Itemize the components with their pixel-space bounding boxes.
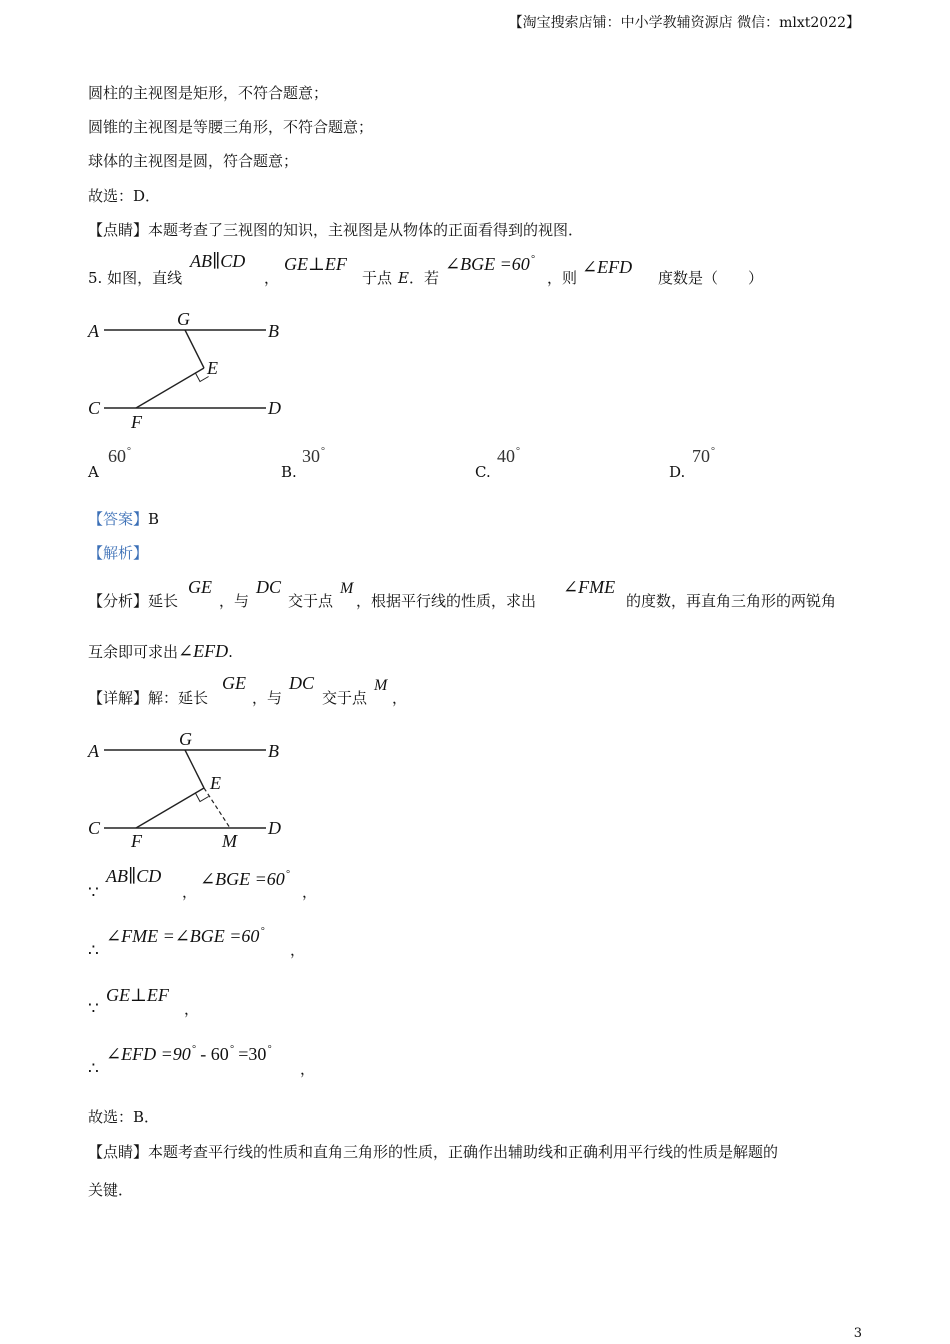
prev-choose: 故选：D． [88, 187, 161, 205]
detail-choose: 故选：B． [88, 1108, 160, 1126]
detail-math-m: M [374, 677, 388, 694]
q5-math-ab-parallel-cd: AB∥CD [190, 251, 246, 271]
step1-math-angle-bge: ∠BGE =60° [200, 869, 290, 889]
step1-comma: ， [182, 883, 198, 901]
label-c: C [88, 818, 101, 838]
segment-ge [185, 330, 204, 368]
segment-em-dashed [204, 788, 230, 828]
step2-comma: ， [290, 941, 306, 959]
option-a-value: 60° [108, 446, 131, 466]
fenxi-t2: ，与 [219, 592, 250, 610]
prev-line-cone: 圆锥的主视图是等腰三角形，不符合题意； [88, 118, 374, 136]
q5-mid2: ．若 [409, 269, 440, 287]
option-c-letter: C. [475, 463, 491, 481]
label-m: M [222, 831, 237, 851]
label-g: G [179, 729, 192, 749]
label-g: G [177, 309, 190, 329]
q5-math-angle-efd: ∠EFD [582, 257, 633, 277]
label-b: B [268, 741, 279, 761]
label-f: F [131, 831, 142, 851]
analysis-tag: 【解析】 [88, 544, 149, 562]
prev-line-sphere: 球体的主视图是圆，符合题意； [88, 152, 299, 170]
q5-mid1: 于点 [362, 269, 393, 287]
fenxi-t5: 的度数，再直角三角形的两锐角 [626, 592, 837, 610]
step1-math-ab-parallel-cd: AB∥CD [106, 866, 162, 886]
detail-comment-line1: 【点睛】本题考查平行线的性质和直角三角形的性质，正确作出辅助线和正确利用平行线的性质是解题的 [88, 1143, 779, 1161]
segment-ef [136, 368, 204, 408]
label-a: A [88, 321, 99, 341]
q5-mid3: ，则 [547, 269, 578, 287]
detail-figure [80, 724, 310, 854]
right-angle-mark [195, 793, 208, 802]
q5-suffix: 度数是（ ） [658, 269, 764, 287]
q5-point-e: E [398, 269, 409, 287]
label-d: D [268, 398, 281, 418]
prev-line-cylinder: 圆柱的主视图是矩形，不符合题意； [88, 84, 329, 102]
detail-math-ge: GE [222, 673, 246, 693]
answer-tag: 【答案】 [88, 510, 149, 528]
label-b: B [268, 321, 279, 341]
option-c-value: 40° [497, 446, 520, 466]
option-d-value: 70° [692, 446, 715, 466]
option-a-letter: A [88, 463, 99, 481]
fenxi-math-angle-fme: ∠FME [563, 577, 616, 597]
label-c: C [88, 398, 101, 418]
prev-comment: 【点睛】本题考查了三视图的知识，主视图是从物体的正面看得到的视图． [88, 221, 584, 239]
label-e: E [207, 358, 218, 378]
page-number: 3 [853, 1326, 862, 1341]
fenxi-line2: 互余即可求出∠EFD. [88, 641, 233, 661]
q5-math-angle-bge: ∠BGE =60° [445, 254, 535, 274]
fenxi-t4: ，根据平行线的性质，求出 [356, 592, 537, 610]
step3-math-ge-perp-ef: GE⊥EF [106, 985, 169, 1005]
label-a: A [88, 741, 99, 761]
step4-therefore: ∴ [88, 1059, 99, 1079]
step2-math: ∠FME =∠BGE =60° [106, 926, 265, 946]
detail-t4: ， [392, 689, 408, 707]
step2-therefore: ∴ [88, 941, 99, 961]
label-f: F [131, 412, 142, 432]
label-d: D [268, 818, 281, 838]
step3-comma: ， [184, 1000, 200, 1018]
fenxi-t3: 交于点 [288, 592, 334, 610]
segment-ef [136, 788, 204, 828]
step4-math: ∠EFD =90° - 60° =30° [106, 1044, 272, 1064]
answer-value: B [148, 510, 160, 528]
step4-comma: ， [300, 1060, 316, 1078]
q5-prefix: 5. 如图，直线 [88, 269, 183, 287]
step3-because: ∵ [88, 999, 99, 1019]
step1-because: ∵ [88, 883, 99, 903]
step1-comma2: ， [302, 883, 318, 901]
detail-tag: 【详解】解：延长 [88, 689, 209, 707]
option-b-letter: B. [281, 463, 297, 481]
fenxi-math-ge: GE [188, 577, 212, 597]
fenxi-math-angle-efd: ∠EFD [178, 641, 229, 661]
detail-comment-line2: 关键． [88, 1181, 134, 1199]
option-b-value: 30° [302, 446, 325, 466]
q5-math-ge-perp-ef: GE⊥EF [284, 254, 347, 274]
segment-ge [185, 750, 204, 788]
option-d-letter: D. [669, 463, 686, 481]
detail-t3: 交于点 [322, 689, 368, 707]
fenxi-tag: 【分析】延长 [88, 592, 179, 610]
q5-comma: ， [264, 269, 280, 287]
q5-figure [80, 305, 310, 435]
fenxi-math-m: M [340, 580, 354, 597]
answer-line [88, 509, 159, 529]
detail-math-dc: DC [289, 673, 315, 693]
fenxi-math-dc: DC [256, 577, 282, 597]
label-e: E [210, 773, 221, 793]
header-shop-note: 【淘宝搜索店铺：中小学教辅资源店 微信：mlxt2022】 [508, 15, 860, 31]
detail-t2: ，与 [252, 689, 283, 707]
